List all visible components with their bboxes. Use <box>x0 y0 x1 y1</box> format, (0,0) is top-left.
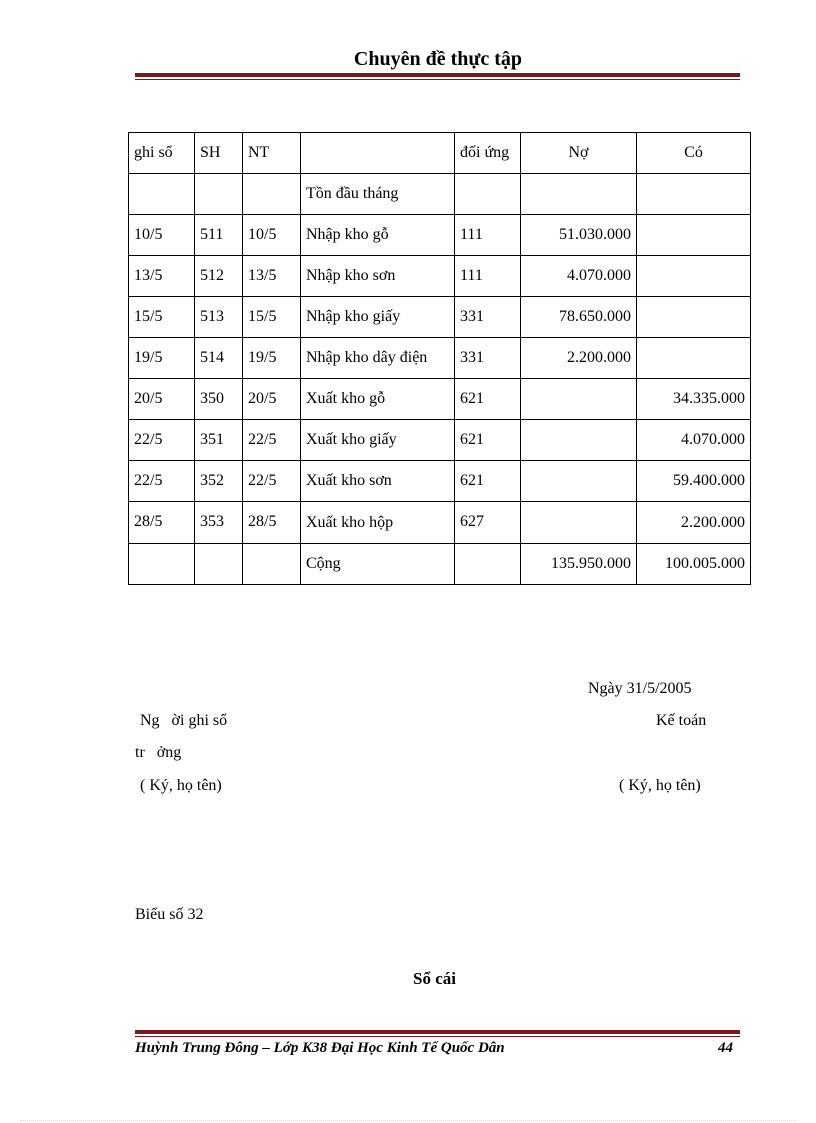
cell-nt: 22/5 <box>243 420 301 461</box>
cell-sh: 353 <box>195 502 243 544</box>
cell-desc: Xuất kho gỗ <box>301 379 455 420</box>
cell-sh: 352 <box>195 461 243 502</box>
cell-co-total: 100.005.000 <box>637 544 751 585</box>
cell-tk <box>455 544 521 585</box>
table-total-row <box>129 544 751 585</box>
cell-no: 51.030.000 <box>521 215 637 256</box>
signature-date: Ngày 31/5/2005 <box>588 680 692 697</box>
cell-nt: 28/5 <box>243 502 301 544</box>
cell-sh <box>195 544 243 585</box>
cell-desc: Nhập kho sơn <box>301 256 455 297</box>
cell-nt: 15/5 <box>243 297 301 338</box>
cell-co: 2.200.000 <box>637 502 751 544</box>
page-edge-divider <box>20 1120 796 1121</box>
cell-no <box>521 502 637 544</box>
cell-date: 13/5 <box>129 256 195 297</box>
cell-co: 4.070.000 <box>637 420 751 461</box>
cell-no: 4.070.000 <box>521 256 637 297</box>
cell-no: 2.200.000 <box>521 338 637 379</box>
cell-nt: 10/5 <box>243 215 301 256</box>
cell-date: 10/5 <box>129 215 195 256</box>
section-title: Sổ cái <box>413 969 456 988</box>
signer-right-sign: ( Ký, họ tên) <box>619 777 701 794</box>
cell-nt: 13/5 <box>243 256 301 297</box>
cell-date: 20/5 <box>129 379 195 420</box>
cell-tk: 621 <box>455 420 521 461</box>
cell-co <box>637 215 751 256</box>
cell-co: 34.335.000 <box>637 379 751 420</box>
cell-tk <box>455 174 521 215</box>
cell-sh: 351 <box>195 420 243 461</box>
table-row <box>129 215 751 256</box>
cell-no <box>521 461 637 502</box>
cell-tk: 111 <box>455 215 521 256</box>
cell-co <box>637 174 751 215</box>
cell-date: 19/5 <box>129 338 195 379</box>
cell-tk: 331 <box>455 297 521 338</box>
cell-co: 59.400.000 <box>637 461 751 502</box>
cell-no: 78.650.000 <box>521 297 637 338</box>
cell-no-total: 135.950.000 <box>521 544 637 585</box>
header-sh: SH <box>195 133 243 174</box>
cell-co <box>637 297 751 338</box>
footer-rule <box>135 1030 740 1037</box>
table-row <box>129 379 751 420</box>
page-header-title: Chuyên đề thực tập <box>353 48 523 70</box>
cell-date: 28/5 <box>129 502 195 544</box>
cell-sh: 350 <box>195 379 243 420</box>
cell-desc: Cộng <box>301 544 455 585</box>
table-row <box>129 174 751 215</box>
bieu-label: Biểu số 32 <box>135 906 204 923</box>
cell-sh <box>195 174 243 215</box>
header-dien-giai <box>301 133 455 174</box>
cell-tk: 621 <box>455 379 521 420</box>
table-row <box>129 338 751 379</box>
header-ghi-so: ghi sổ <box>129 133 195 174</box>
cell-nt: 20/5 <box>243 379 301 420</box>
cell-date <box>129 544 195 585</box>
cell-desc: Nhập kho dây điện <box>301 338 455 379</box>
header-nt: NT <box>243 133 301 174</box>
cell-sh: 514 <box>195 338 243 379</box>
cell-date: 22/5 <box>129 420 195 461</box>
cell-no <box>521 174 637 215</box>
page-number: 44 <box>718 1040 733 1056</box>
cell-date <box>129 174 195 215</box>
cell-sh: 513 <box>195 297 243 338</box>
table-row <box>129 256 751 297</box>
cell-nt <box>243 174 301 215</box>
table-row <box>129 461 751 502</box>
cell-tk: 627 <box>455 502 521 544</box>
signer-left-title-cont: tr ởng <box>135 744 182 761</box>
cell-nt <box>243 544 301 585</box>
cell-no <box>521 379 637 420</box>
cell-nt: 19/5 <box>243 338 301 379</box>
footer-author: Huỳnh Trung Đông – Lớp K38 Đại Học Kinh Tế Quốc Dân <box>135 1040 505 1056</box>
signer-right-title: Kế toán <box>656 712 707 729</box>
cell-desc: Nhập kho giấy <box>301 297 455 338</box>
header-co: Có <box>637 133 751 174</box>
table-row <box>129 297 751 338</box>
cell-date: 22/5 <box>129 461 195 502</box>
cell-date: 15/5 <box>129 297 195 338</box>
cell-sh: 512 <box>195 256 243 297</box>
cell-nt: 22/5 <box>243 461 301 502</box>
table-header-row <box>129 133 751 174</box>
cell-tk: 331 <box>455 338 521 379</box>
header-doi-ung: đối ứng <box>455 133 521 174</box>
header-rule <box>135 73 740 80</box>
cell-co <box>637 338 751 379</box>
cell-no <box>521 420 637 461</box>
table-row <box>129 502 751 544</box>
cell-desc: Nhập kho gỗ <box>301 215 455 256</box>
signer-left-sign: ( Ký, họ tên) <box>140 777 222 794</box>
signer-left-title: Ng ời ghi sổ <box>140 712 228 729</box>
ledger-table <box>128 132 751 585</box>
cell-desc: Tồn đầu tháng <box>301 174 455 215</box>
cell-desc: Xuất kho sơn <box>301 461 455 502</box>
cell-desc: Xuất kho giấy <box>301 420 455 461</box>
cell-sh: 511 <box>195 215 243 256</box>
table-row <box>129 420 751 461</box>
cell-tk: 621 <box>455 461 521 502</box>
cell-desc: Xuất kho hộp <box>301 502 455 544</box>
header-no: Nợ <box>521 133 637 174</box>
cell-tk: 111 <box>455 256 521 297</box>
cell-co <box>637 256 751 297</box>
